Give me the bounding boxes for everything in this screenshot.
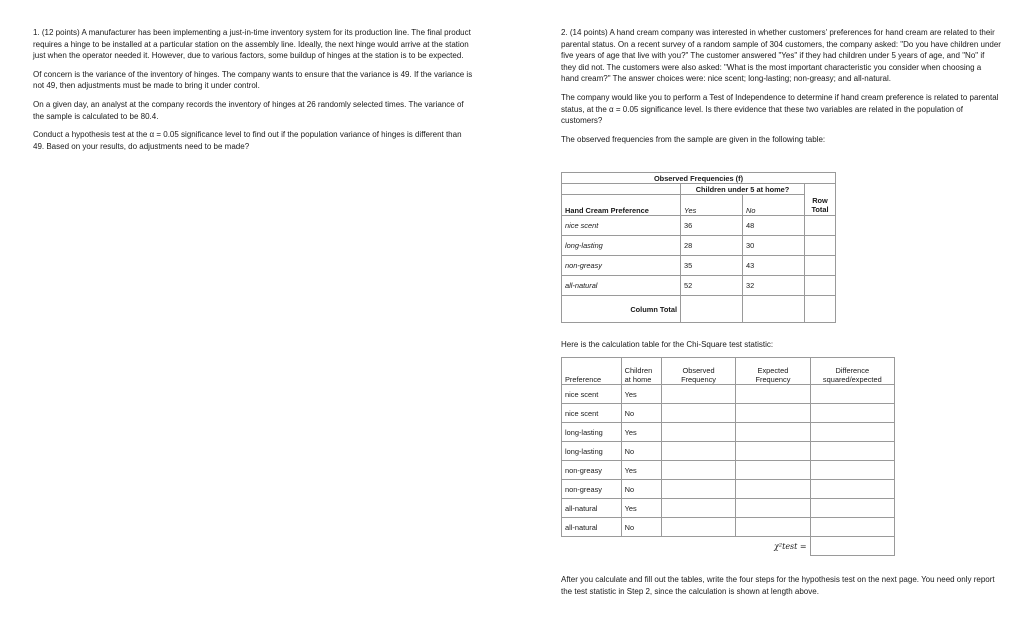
calc-diff-cell[interactable] xyxy=(810,480,894,499)
table-row xyxy=(562,276,836,296)
table-row xyxy=(562,385,895,404)
calc-child: Yes xyxy=(621,423,661,442)
q2-task: The company would like you to perform a Test of Independence to determine if hand cream preference is related to parental status, at the α = 0.05 significance level. Is there evidence that these two variables are related in the population of customers? xyxy=(561,92,999,126)
calc-expected-cell[interactable] xyxy=(736,404,810,423)
q1-task: Conduct a hypothesis test at the α = 0.05 significance level to find out if the population variance of hinges is different than 49. Based on your results, do adjustments need to be made? xyxy=(33,130,462,151)
calc-diff-cell[interactable] xyxy=(810,499,894,518)
table-row xyxy=(562,442,895,461)
calc-expected-cell[interactable] xyxy=(736,442,810,461)
calc-child: Yes xyxy=(621,499,661,518)
calc-diff-cell[interactable] xyxy=(810,385,894,404)
obs-no-cell: 43 xyxy=(743,256,805,276)
calc-observed-cell[interactable] xyxy=(661,423,735,442)
obs-total-cell[interactable] xyxy=(805,276,836,296)
obs-pref-label: Hand Cream Preference xyxy=(562,195,681,216)
chi-square-label: χ²test = xyxy=(562,537,811,556)
obs-subtitle: Children under 5 at home? xyxy=(681,184,805,195)
chi-square-calculation-table xyxy=(561,357,895,556)
obs-row-name: non-greasy xyxy=(562,256,681,276)
calc-header-children: Children at home xyxy=(621,358,661,385)
table-row xyxy=(562,499,895,518)
q1-intro: 1. (12 points) A manufacturer has been implementing a just-in-time inventory system for its production line. The final product requires a hinge to be installed at a particular station on the assembly line. Ideally, the next hinge would arrive at the station just when the operator needed it. However, due to various factors, some buildup of hinges at the station is to be expected. xyxy=(33,28,471,61)
calc-header-preference: Preference xyxy=(562,358,622,385)
calc-expected-cell[interactable] xyxy=(736,499,810,518)
calc-observed-cell[interactable] xyxy=(661,442,735,461)
table-row xyxy=(562,404,895,423)
calc-header-observed: Observed Frequency xyxy=(661,358,735,385)
calc-child: Yes xyxy=(621,385,661,404)
obs-total-cell[interactable] xyxy=(805,236,836,256)
table-row xyxy=(562,236,836,256)
q1-variance-concern: Of concern is the variance of the inventory of hinges. The company wants to ensure that the variance is 49. If the variance is not 49, then adjustments must be made to bring it under control. xyxy=(33,69,473,91)
obs-total-cell[interactable] xyxy=(805,256,836,276)
obs-row-total-header: Row Total xyxy=(805,195,836,216)
table-row xyxy=(562,480,895,499)
obs-col-total-yes[interactable] xyxy=(681,296,743,323)
table-row xyxy=(562,256,836,276)
obs-grand-total[interactable] xyxy=(805,296,836,323)
obs-no-header: No xyxy=(743,195,805,216)
obs-yes-cell: 36 xyxy=(681,216,743,236)
table-row xyxy=(562,423,895,442)
table-row xyxy=(562,296,836,323)
calc-header-expected: Expected Frequency xyxy=(736,358,810,385)
obs-yes-header: Yes xyxy=(681,195,743,216)
calc-child: Yes xyxy=(621,461,661,480)
calc-expected-cell[interactable] xyxy=(736,461,810,480)
calc-pref: all-natural xyxy=(562,518,622,537)
calc-pref: nice scent xyxy=(562,385,622,404)
table-row xyxy=(562,537,895,556)
obs-yes-cell: 35 xyxy=(681,256,743,276)
calc-observed-cell[interactable] xyxy=(661,404,735,423)
calc-pref: long-lasting xyxy=(562,423,622,442)
q2-table-intro: The observed frequencies from the sample are given in the following table: xyxy=(561,134,826,144)
calc-pref: non-greasy xyxy=(562,480,622,499)
obs-row-name: all-natural xyxy=(562,276,681,296)
calc-observed-cell[interactable] xyxy=(661,480,735,499)
obs-title: Observed Frequencies (f) xyxy=(562,173,836,184)
calc-diff-cell[interactable] xyxy=(810,423,894,442)
obs-row-name: long-lasting xyxy=(562,236,681,256)
table-row xyxy=(562,461,895,480)
obs-no-cell: 32 xyxy=(743,276,805,296)
calc-expected-cell[interactable] xyxy=(736,423,810,442)
calc-observed-cell[interactable] xyxy=(661,518,735,537)
calc-diff-cell[interactable] xyxy=(810,461,894,480)
table-row xyxy=(562,216,836,236)
calc-diff-cell[interactable] xyxy=(810,518,894,537)
obs-yes-cell: 52 xyxy=(681,276,743,296)
calc-pref: non-greasy xyxy=(562,461,622,480)
calc-observed-cell[interactable] xyxy=(661,461,735,480)
calc-child: No xyxy=(621,518,661,537)
obs-no-cell: 48 xyxy=(743,216,805,236)
q1-sample-info: On a given day, an analyst at the company records the inventory of hinges at 26 randomly selected times. The variance of the sample is calculated to be 80.4. xyxy=(33,99,464,121)
calc-expected-cell[interactable] xyxy=(736,385,810,404)
chi-square-value-cell[interactable] xyxy=(810,537,894,556)
calc-pref: nice scent xyxy=(562,404,622,423)
calc-intro: Here is the calculation table for the Chi-Square test statistic: xyxy=(561,340,774,349)
calc-observed-cell[interactable] xyxy=(661,385,735,404)
observed-frequencies-table xyxy=(561,172,836,323)
calc-expected-cell[interactable] xyxy=(736,518,810,537)
calc-child: No xyxy=(621,480,661,499)
obs-row-name: nice scent xyxy=(562,216,681,236)
obs-total-cell[interactable] xyxy=(805,216,836,236)
calc-header-difference: Difference squared/expected xyxy=(810,358,894,385)
question-2 xyxy=(561,27,1001,152)
calc-pref: all-natural xyxy=(562,499,622,518)
table-row xyxy=(562,518,895,537)
q2-footer: After you calculate and fill out the tables, write the four steps for the hypothesis test on the next page. You need only report the test statistic in Step 2, since the calculation is shown at length above. xyxy=(561,575,995,596)
obs-col-total-no[interactable] xyxy=(743,296,805,323)
calc-pref: long-lasting xyxy=(562,442,622,461)
calc-expected-cell[interactable] xyxy=(736,480,810,499)
question-1 xyxy=(33,27,473,159)
obs-yes-cell: 28 xyxy=(681,236,743,256)
calc-diff-cell[interactable] xyxy=(810,404,894,423)
obs-no-cell: 30 xyxy=(743,236,805,256)
calc-child: No xyxy=(621,404,661,423)
q2-intro: 2. (14 points) A hand cream company was interested in whether customers' preferences for hand cream are related to their parental status. On a recent survey of a random sample of 304 customers, the company asked: "Do you have children under five years of age that live with you?" The customer answered "Yes" if they had children under 5 years of age, and "No" if they did not. The customers were also asked: "What is the most important characteristic you consider when choosing a hand cream?" The answer choices were: nice scent; long-lasting; non-greasy; and all-natural. xyxy=(561,28,1001,84)
calc-child: No xyxy=(621,442,661,461)
calc-observed-cell[interactable] xyxy=(661,499,735,518)
obs-column-total-label: Column Total xyxy=(562,296,681,323)
calc-diff-cell[interactable] xyxy=(810,442,894,461)
